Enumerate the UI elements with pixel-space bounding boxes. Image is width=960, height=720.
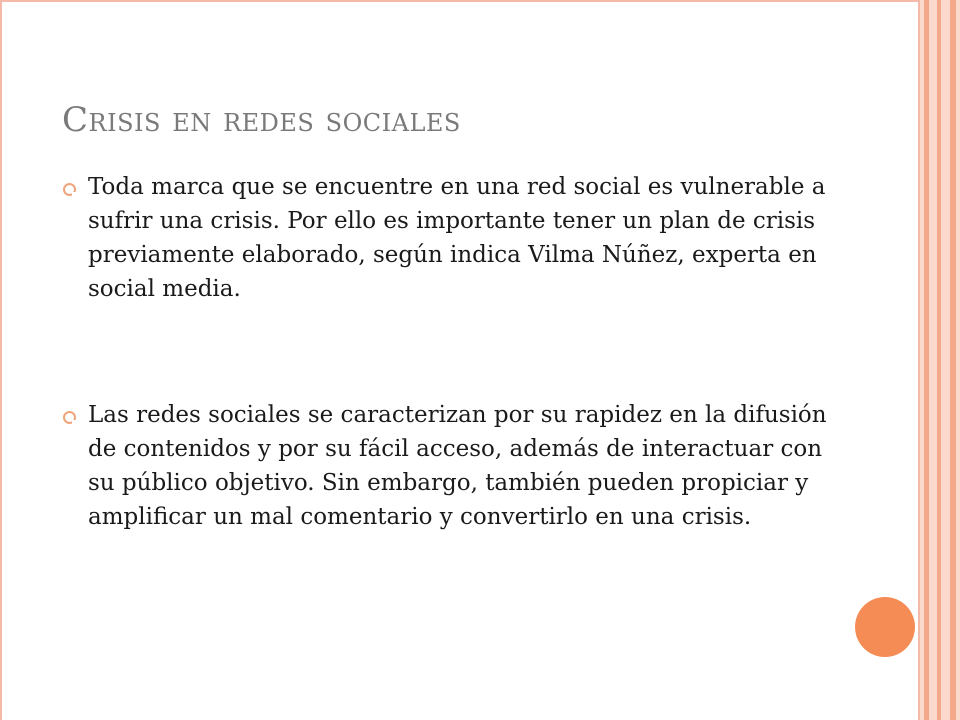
- slide-title: Crisis en redes sociales: [62, 100, 461, 140]
- bullet-text: Toda marca que se encuentre en una red social es vulnerable a sufrir una crisis. Por ello es importante tener un plan de crisis previamente elaborado, según indica Vilma Núñez, experta en social media.: [88, 174, 826, 302]
- bullet-icon: [63, 183, 76, 196]
- bullet-item: [60, 398, 850, 534]
- bullet-icon: [63, 411, 76, 424]
- decorative-stripe: [950, 0, 956, 720]
- decorative-stripe: [937, 0, 941, 720]
- accent-circle: [855, 597, 915, 657]
- bullet-list: [60, 170, 850, 534]
- bullet-item: [60, 170, 850, 306]
- decorative-stripe: [924, 0, 929, 720]
- bullet-text: Las redes sociales se caracterizan por su rapidez en la difusión de contenidos y por su fácil acceso, además de interactuar con su público objetivo. Sin embargo, también pueden propiciar y amplificar un mal comentario y convertirlo en una crisis.: [88, 402, 827, 530]
